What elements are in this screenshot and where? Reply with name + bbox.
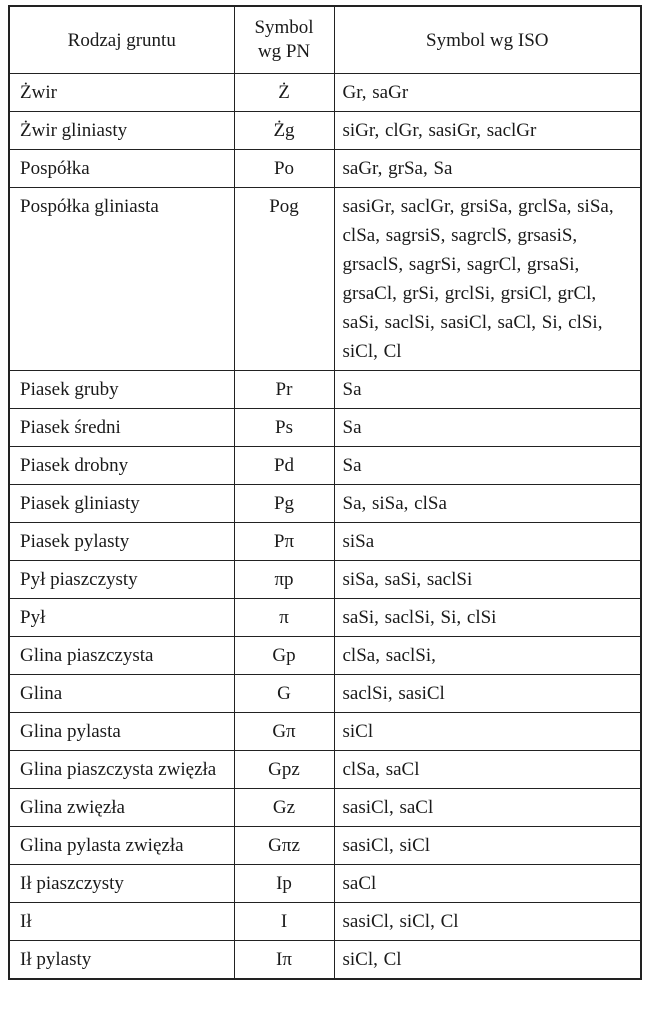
soil-type-cell: Żwir gliniasty — [9, 112, 234, 150]
pn-symbol-cell: π — [234, 599, 334, 637]
pn-symbol-cell: Gπ — [234, 713, 334, 751]
soil-type-cell: Piasek drobny — [9, 447, 234, 485]
pn-symbol-cell: I — [234, 903, 334, 941]
soil-type-cell: Ił pylasty — [9, 941, 234, 980]
iso-symbol-cell: siSa — [334, 523, 641, 561]
header-symbol-pn-line1: Symbol — [254, 17, 314, 38]
table-row — [9, 789, 641, 827]
pn-symbol-cell: Pog — [234, 188, 334, 371]
pn-symbol-cell: Gz — [234, 789, 334, 827]
soil-type-cell: Piasek średni — [9, 409, 234, 447]
iso-symbol-cell: siCl — [334, 713, 641, 751]
iso-symbol-cell: sasiCl, saCl — [334, 789, 641, 827]
pn-symbol-cell: Żg — [234, 112, 334, 150]
iso-symbol-cell: siGr, clGr, sasiGr, saclGr — [334, 112, 641, 150]
table-row — [9, 751, 641, 789]
iso-symbol-cell: clSa, saCl — [334, 751, 641, 789]
soil-symbol-table — [8, 5, 642, 980]
pn-symbol-cell: Iπ — [234, 941, 334, 980]
table-row — [9, 827, 641, 865]
pn-symbol-cell: Gp — [234, 637, 334, 675]
pn-symbol-cell: G — [234, 675, 334, 713]
pn-symbol-cell: Po — [234, 150, 334, 188]
soil-type-cell: Glina piaszczysta — [9, 637, 234, 675]
table-row — [9, 865, 641, 903]
soil-type-cell: Piasek gliniasty — [9, 485, 234, 523]
iso-symbol-cell: sasiCl, siCl, Cl — [334, 903, 641, 941]
table-row — [9, 941, 641, 980]
table-row — [9, 637, 641, 675]
table-row — [9, 485, 641, 523]
iso-symbol-cell: Sa — [334, 371, 641, 409]
header-symbol-pn-line2: wg PN — [257, 41, 311, 62]
header-symbol-iso: Symbol wg ISO — [334, 6, 641, 74]
iso-symbol-cell: Sa — [334, 447, 641, 485]
table-body — [9, 74, 641, 980]
table-row — [9, 713, 641, 751]
pn-symbol-cell: Gπz — [234, 827, 334, 865]
iso-symbol-cell: saclSi, sasiCl — [334, 675, 641, 713]
soil-type-cell: Glina pylasta zwięzła — [9, 827, 234, 865]
pn-symbol-cell: Pg — [234, 485, 334, 523]
table-header — [9, 6, 641, 74]
iso-symbol-cell: Gr, saGr — [334, 74, 641, 112]
iso-symbol-cell: Sa — [334, 409, 641, 447]
table-row — [9, 112, 641, 150]
pn-symbol-cell: Gpz — [234, 751, 334, 789]
iso-symbol-cell: Sa, siSa, clSa — [334, 485, 641, 523]
iso-symbol-cell: siSa, saSi, saclSi — [334, 561, 641, 599]
soil-type-cell: Pospółka gliniasta — [9, 188, 234, 371]
soil-type-cell: Piasek gruby — [9, 371, 234, 409]
table-row — [9, 150, 641, 188]
pn-symbol-cell: Ps — [234, 409, 334, 447]
soil-type-cell: Pył piaszczysty — [9, 561, 234, 599]
pn-symbol-cell: Ż — [234, 74, 334, 112]
pn-symbol-cell: Pr — [234, 371, 334, 409]
soil-type-cell: Ił piaszczysty — [9, 865, 234, 903]
header-symbol-pn — [234, 6, 334, 74]
iso-symbol-cell: siCl, Cl — [334, 941, 641, 980]
iso-symbol-cell: clSa, saclSi, — [334, 637, 641, 675]
table-row — [9, 447, 641, 485]
table-row — [9, 599, 641, 637]
soil-type-cell: Ił — [9, 903, 234, 941]
iso-symbol-cell: saSi, saclSi, Si, clSi — [334, 599, 641, 637]
iso-symbol-cell: sasiGr, saclGr, grsiSa, grclSa, siSa, clSa, sagrsiS, sagrclS, grsasiS, grsaclS, sagrSi, sagrCl, grsaSi, grsaCl, grSi, grclSi, grsiCl, grCl, saSi, saclSi, sasiCl, saCl, Si, clSi, siCl, Cl — [334, 188, 641, 371]
iso-symbol-cell: saCl — [334, 865, 641, 903]
soil-type-cell: Glina pylasta — [9, 713, 234, 751]
soil-type-cell: Glina — [9, 675, 234, 713]
soil-type-cell: Glina piaszczysta zwięzła — [9, 751, 234, 789]
table-row — [9, 74, 641, 112]
iso-symbol-cell: sasiCl, siCl — [334, 827, 641, 865]
table-row — [9, 523, 641, 561]
iso-symbol-cell: saGr, grSa, Sa — [334, 150, 641, 188]
pn-symbol-cell: Pπ — [234, 523, 334, 561]
pn-symbol-cell: Pd — [234, 447, 334, 485]
pn-symbol-cell: Ip — [234, 865, 334, 903]
soil-type-cell: Glina zwięzła — [9, 789, 234, 827]
soil-type-cell: Żwir — [9, 74, 234, 112]
soil-type-cell: Piasek pylasty — [9, 523, 234, 561]
header-soil-type: Rodzaj gruntu — [9, 6, 234, 74]
table-row — [9, 561, 641, 599]
table-row — [9, 903, 641, 941]
table-row — [9, 675, 641, 713]
table-row — [9, 409, 641, 447]
soil-type-cell: Pył — [9, 599, 234, 637]
soil-classification-sheet — [8, 5, 640, 1013]
soil-type-cell: Pospółka — [9, 150, 234, 188]
pn-symbol-cell: πp — [234, 561, 334, 599]
table-row — [9, 188, 641, 371]
table-row — [9, 371, 641, 409]
